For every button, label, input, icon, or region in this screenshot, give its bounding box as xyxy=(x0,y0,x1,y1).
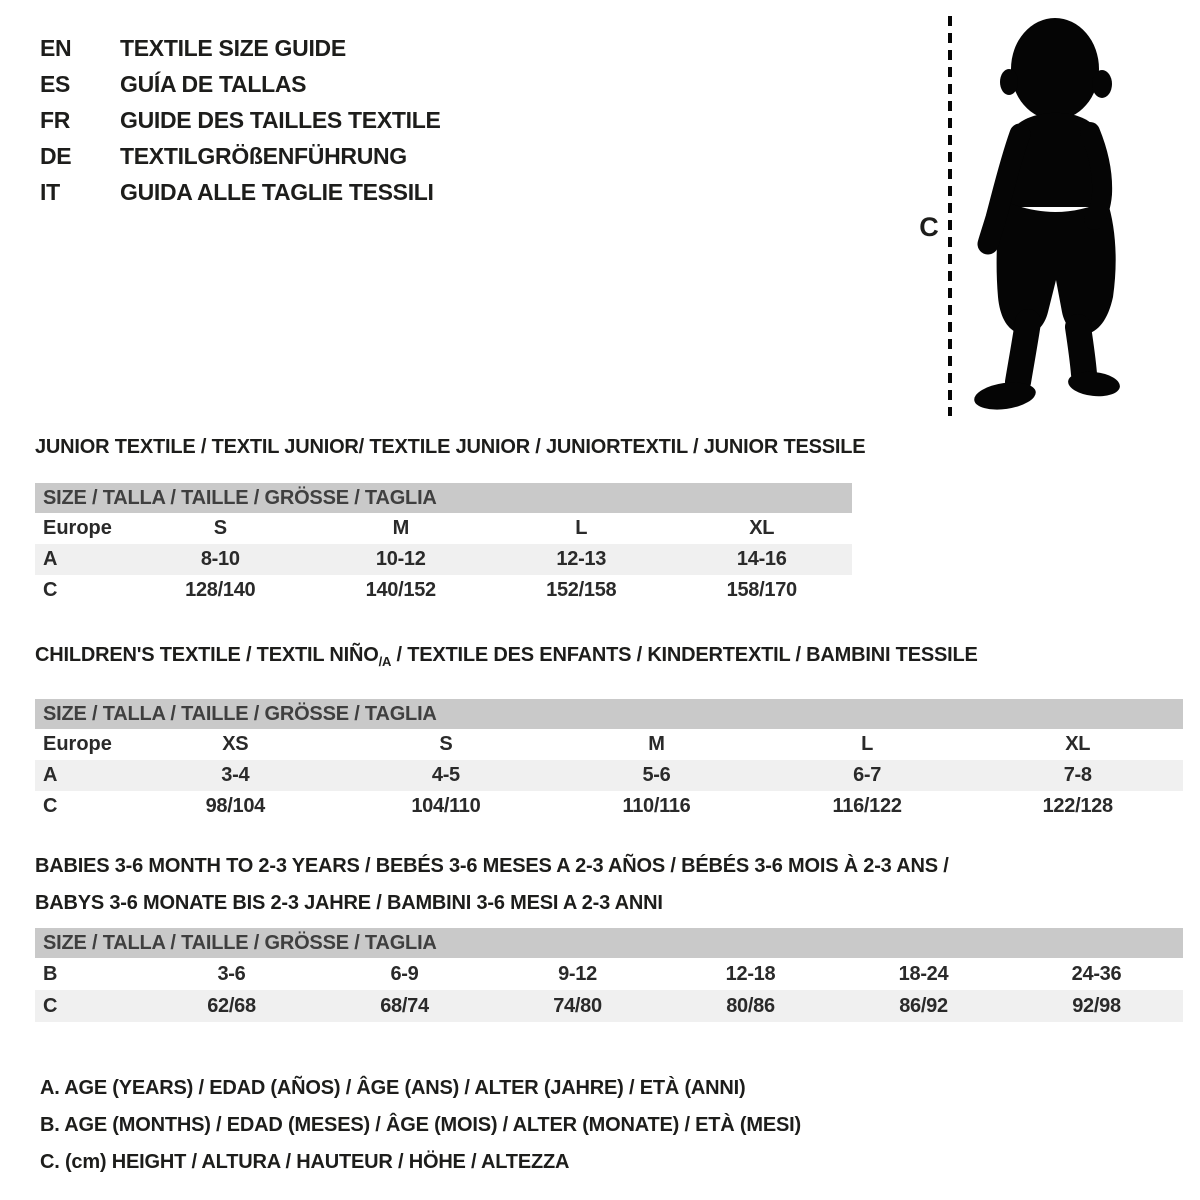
size-value: 24-36 xyxy=(1071,963,1122,985)
size-header-bar: SIZE / TALLA / TAILLE / GRÖSSE / TAGLIA xyxy=(35,483,852,513)
size-table-children xyxy=(35,643,1183,822)
table-row xyxy=(35,575,852,606)
size-value: 140/152 xyxy=(365,579,436,601)
size-value: 12-13 xyxy=(556,548,607,570)
language-row xyxy=(40,138,441,174)
legend-line-a: A. AGE (YEARS) / EDAD (AÑOS) / ÂGE (ANS) / ALTER (JAHRE) / ETÀ (ANNI) xyxy=(40,1077,746,1099)
row-label: Europe xyxy=(43,733,112,755)
size-value: L xyxy=(575,517,588,539)
size-table-junior xyxy=(35,435,866,606)
table-row xyxy=(35,990,1183,1022)
row-label: A xyxy=(43,548,58,570)
row-label: C xyxy=(43,579,58,601)
language-title: GUIDA ALLE TAGLIE TESSILI xyxy=(120,179,434,205)
table-title-text: / TEXTILE DES ENFANTS / KINDERTEXTIL / BAMBINI TESSILE xyxy=(391,644,978,666)
legend-line-c: C. (cm) HEIGHT / ALTURA / HAUTEUR / HÖHE / ALTEZZA xyxy=(40,1151,570,1173)
height-measure-label: C xyxy=(919,212,939,242)
size-value: S xyxy=(213,517,227,539)
size-value: 6-9 xyxy=(390,963,419,985)
language-code: IT xyxy=(40,179,60,205)
table-title-text: CHILDREN'S TEXTILE / TEXTIL NIÑO xyxy=(35,644,379,666)
row-label: B xyxy=(43,963,58,985)
size-value: 12-18 xyxy=(725,963,776,985)
size-value: XS xyxy=(222,733,249,755)
size-value: 3-6 xyxy=(217,963,246,985)
size-value: 3-4 xyxy=(221,764,250,786)
language-title: TEXTILE SIZE GUIDE xyxy=(120,35,346,61)
table-title-line1: BABIES 3-6 MONTH TO 2-3 YEARS / BEBÉS 3-6 MESES A 2-3 AÑOS / BÉBÉS 3-6 MOIS À 2-3 ANS / xyxy=(35,855,949,877)
size-value: XL xyxy=(749,517,775,539)
size-value: 4-5 xyxy=(431,764,460,786)
table-row xyxy=(35,791,1183,822)
height-measure-dashed-line xyxy=(948,16,952,416)
language-header xyxy=(40,30,441,210)
language-row xyxy=(40,30,441,66)
size-header-bar: SIZE / TALLA / TAILLE / GRÖSSE / TAGLIA xyxy=(35,699,1183,729)
table-row xyxy=(35,958,1183,990)
size-value: 10-12 xyxy=(375,548,426,570)
toddler-silhouette-icon xyxy=(958,12,1143,420)
table-title: JUNIOR TEXTILE / TEXTIL JUNIOR/ TEXTILE JUNIOR / JUNIORTEXTIL / JUNIOR TESSILE xyxy=(35,436,866,458)
language-title: TEXTILGRÖßENFÜHRUNG xyxy=(120,143,407,169)
size-value: 80/86 xyxy=(726,995,775,1017)
table-row xyxy=(35,513,852,544)
size-value: 86/92 xyxy=(899,995,948,1017)
table-row xyxy=(35,760,1183,791)
legend-line-b: B. AGE (MONTHS) / EDAD (MESES) / ÂGE (MOIS) / ALTER (MONATE) / ETÀ (MESI) xyxy=(40,1114,801,1136)
size-value: 6-7 xyxy=(853,764,882,786)
size-value: 122/128 xyxy=(1042,795,1113,817)
language-code: FR xyxy=(40,107,71,133)
legend xyxy=(40,1070,801,1181)
language-row xyxy=(40,174,441,210)
size-value: 68/74 xyxy=(380,995,429,1017)
size-value: M xyxy=(648,733,665,755)
size-value: 8-10 xyxy=(200,548,240,570)
size-value: L xyxy=(861,733,874,755)
language-code: DE xyxy=(40,143,72,169)
language-row xyxy=(40,102,441,138)
size-value: M xyxy=(392,517,409,539)
language-code: EN xyxy=(40,35,72,61)
size-value: 98/104 xyxy=(205,795,265,817)
size-value: 158/170 xyxy=(726,579,797,601)
table-row xyxy=(35,729,1183,760)
size-value: S xyxy=(439,733,453,755)
size-value: 110/116 xyxy=(622,795,691,817)
table-title-line2: BABYS 3-6 MONATE BIS 2-3 JAHRE / BAMBINI 3-6 MESI A 2-3 ANNI xyxy=(35,892,663,914)
size-table-babies xyxy=(35,848,1183,1022)
language-row xyxy=(40,66,441,102)
language-code: ES xyxy=(40,71,71,97)
size-value: 5-6 xyxy=(642,764,671,786)
size-value: 74/80 xyxy=(553,995,602,1017)
size-value: 152/158 xyxy=(546,579,617,601)
size-value: 7-8 xyxy=(1063,764,1092,786)
size-value: 9-12 xyxy=(558,963,597,985)
language-title: GUIDE DES TAILLES TEXTILE xyxy=(120,107,441,133)
size-header-bar: SIZE / TALLA / TAILLE / GRÖSSE / TAGLIA xyxy=(35,928,1183,958)
size-value: 104/110 xyxy=(411,795,481,817)
language-title: GUÍA DE TALLAS xyxy=(120,71,307,97)
table-title xyxy=(35,643,1183,674)
row-label: C xyxy=(43,795,58,817)
size-value: 14-16 xyxy=(736,548,787,570)
size-value: 116/122 xyxy=(832,795,902,817)
size-value: 128/140 xyxy=(185,579,256,601)
table-title-subscript: /A xyxy=(378,654,392,669)
row-label: A xyxy=(43,764,58,786)
size-value: 92/98 xyxy=(1072,995,1121,1017)
size-value: XL xyxy=(1065,733,1091,755)
size-value: 18-24 xyxy=(898,963,949,985)
row-label: C xyxy=(43,995,58,1017)
row-label: Europe xyxy=(43,517,112,539)
size-value: 62/68 xyxy=(207,995,256,1017)
table-row xyxy=(35,544,852,575)
